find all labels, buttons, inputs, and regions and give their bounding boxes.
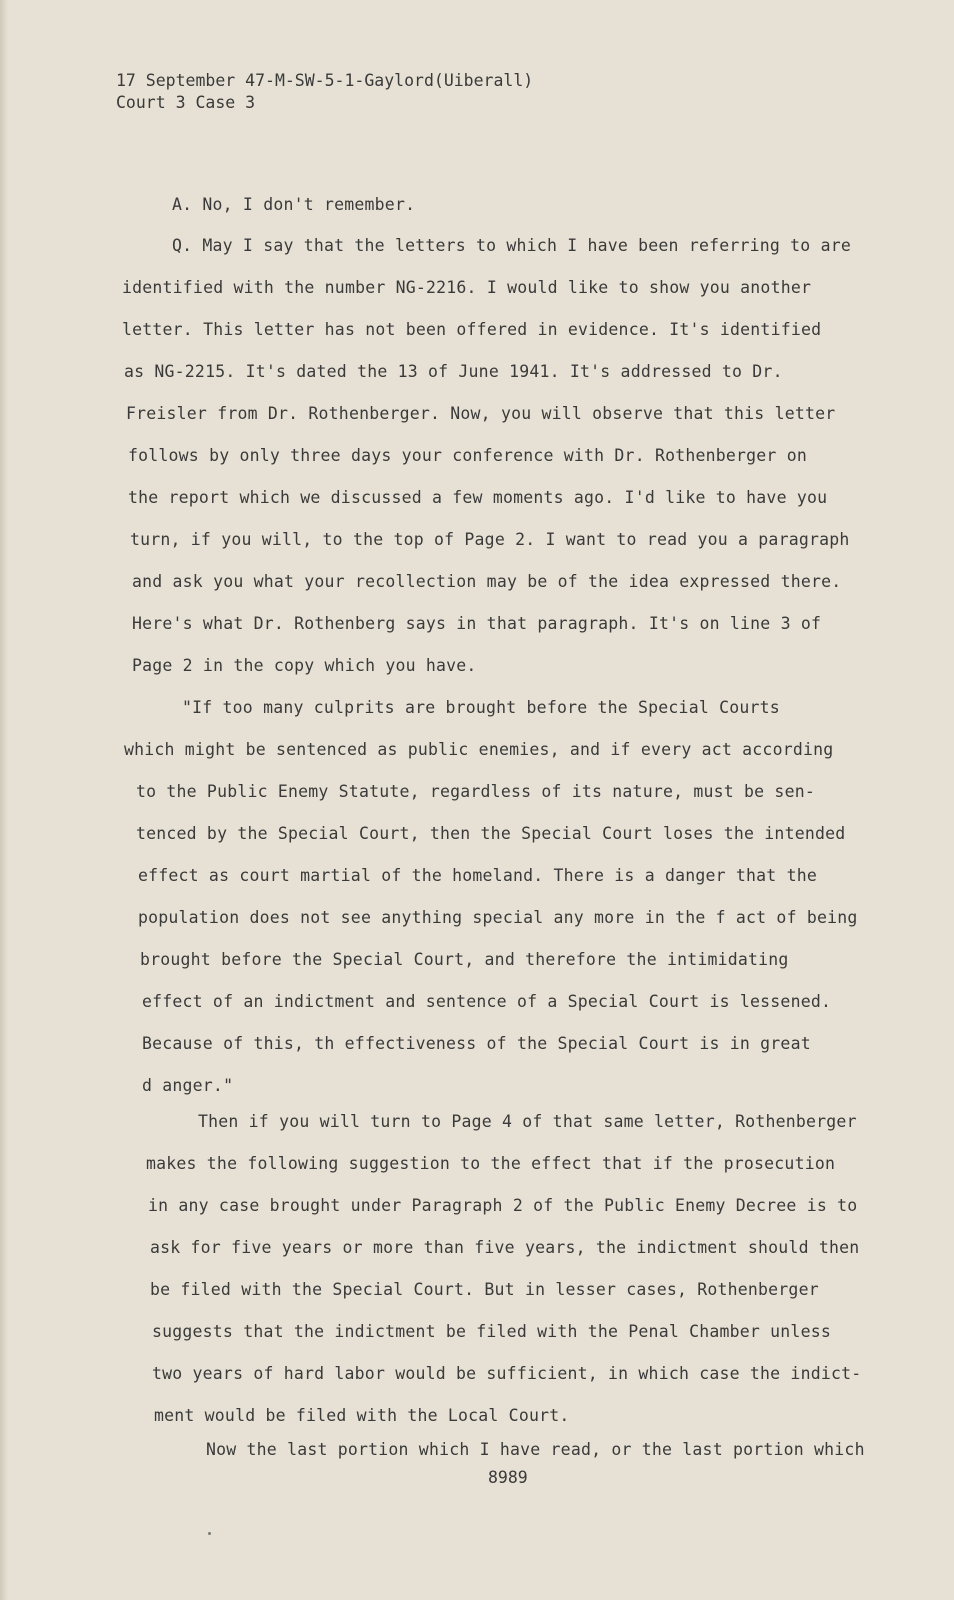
body-line: suggests that the indictment be filed with the Penal Chamber unless (152, 1322, 831, 1341)
body-line: A. No, I don't remember. (172, 195, 416, 214)
body-line: Because of this, th effectiveness of the Special Court is in great (142, 1034, 811, 1053)
page-number: 8989 (488, 1468, 528, 1487)
body-line: to the Public Enemy Statute, regardless of its nature, must be sen- (136, 782, 815, 801)
body-line: "If too many culprits are brought before the Special Courts (182, 698, 780, 717)
header-date-reference: 17 September 47-M-SW-5-1-Gaylord(Uiberall) (116, 71, 534, 90)
document-header (116, 70, 533, 114)
body-line: Here's what Dr. Rothenberg says in that paragraph. It's on line 3 of (132, 614, 822, 633)
body-line: which might be sentenced as public enemies, and if every act according (124, 740, 834, 759)
body-line: letter. This letter has not been offered in evidence. It's identified (122, 320, 822, 339)
body-line: effect as court martial of the homeland. There is a danger that the (138, 866, 817, 885)
body-line: turn, if you will, to the top of Page 2. I want to read you a paragraph (130, 530, 850, 549)
body-line: follows by only three days your conference with Dr. Rothenberger on (128, 446, 807, 465)
body-line: Q. May I say that the letters to which I have been referring to are (172, 236, 851, 255)
body-line: in any case brought under Paragraph 2 of the Public Enemy Decree is to (148, 1196, 858, 1215)
header-court-case: Court 3 Case 3 (116, 93, 256, 112)
body-line: two years of hard labor would be sufficient, in which case the indict- (152, 1364, 862, 1383)
paper-speck (208, 1532, 211, 1535)
body-line: ment would be filed with the Local Court. (154, 1406, 570, 1425)
body-line: Then if you will turn to Page 4 of that same letter, Rothenberger (198, 1112, 857, 1131)
body-line: effect of an indictment and sentence of a Special Court is lessened. (142, 992, 832, 1011)
body-line: be filed with the Special Court. But in lesser cases, Rothenberger (150, 1280, 819, 1299)
body-line: Now the last portion which I have read, or the last portion which (206, 1440, 865, 1459)
body-line: d anger." (142, 1076, 234, 1095)
body-line: and ask you what your recollection may be of the idea expressed there. (132, 572, 842, 591)
page-edge-shadow (0, 0, 8, 1600)
body-line: ask for five years or more than five years, the indictment should then (150, 1238, 860, 1257)
body-line: identified with the number NG-2216. I would like to show you another (122, 278, 812, 297)
body-line: Freisler from Dr. Rothenberger. Now, you will observe that this letter (126, 404, 836, 423)
body-line: population does not see anything special any more in the f act of being (138, 908, 858, 927)
body-line: tenced by the Special Court, then the Special Court loses the intended (136, 824, 846, 843)
body-line: as NG-2215. It's dated the 13 of June 1941. It's addressed to Dr. (124, 362, 783, 381)
body-line: the report which we discussed a few moments ago. I'd like to have you (128, 488, 828, 507)
body-line: makes the following suggestion to the effect that if the prosecution (146, 1154, 836, 1173)
body-line: brought before the Special Court, and therefore the intimidating (140, 950, 789, 969)
body-line: Page 2 in the copy which you have. (132, 656, 477, 675)
